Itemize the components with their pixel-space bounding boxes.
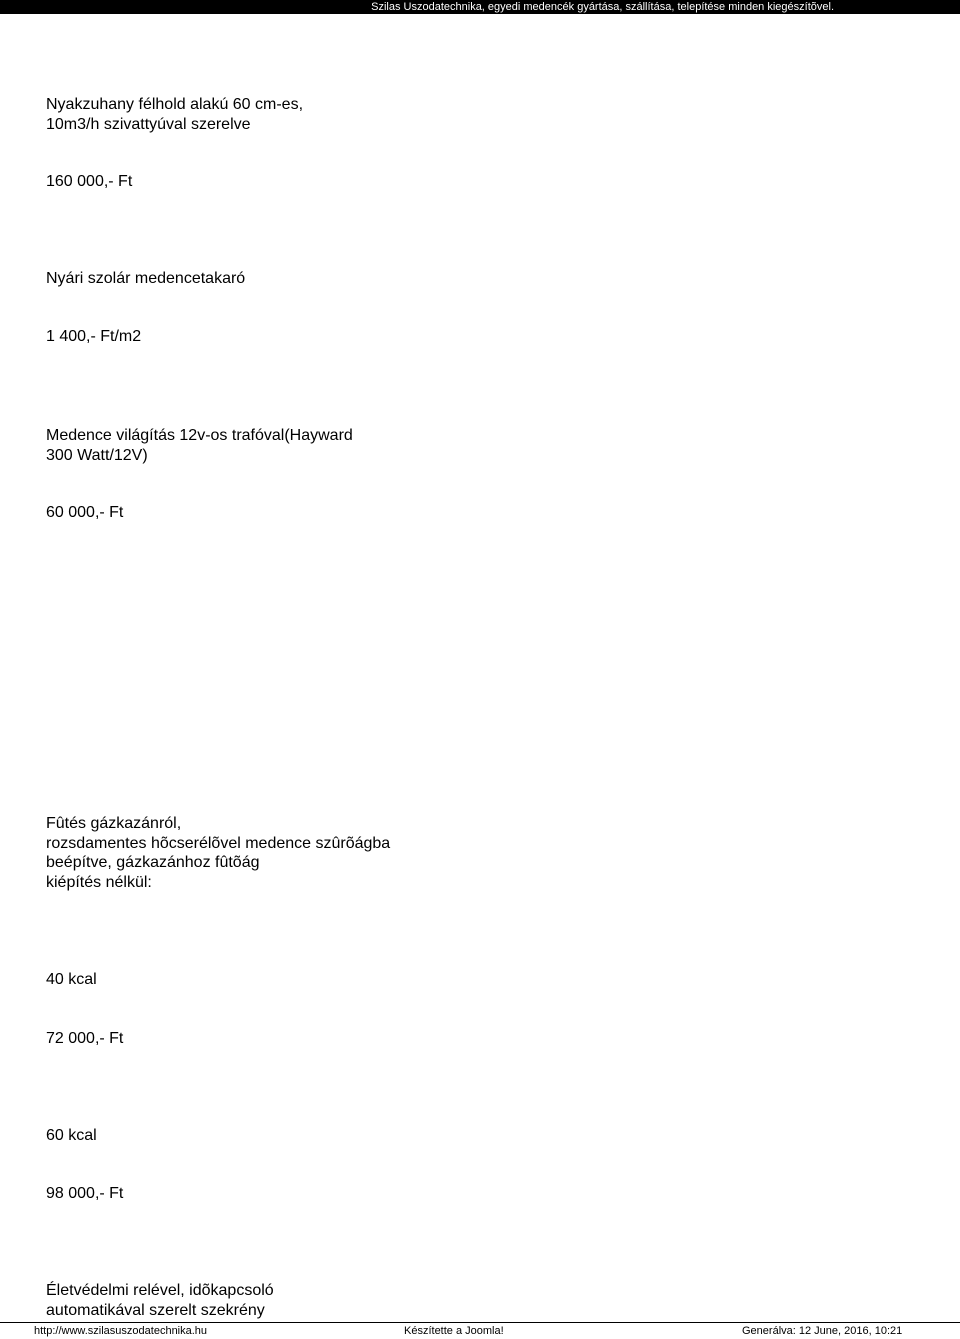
page-footer: [0, 1322, 960, 1338]
text-line: rozsdamentes hõcserélõvel medence szûrõágba: [46, 834, 391, 852]
item-safety-cabinet: [46, 1281, 274, 1320]
item-gas-heating: [46, 814, 390, 892]
price-40-kcal: [46, 1029, 123, 1049]
text-line: 60 kcal: [46, 1127, 97, 1144]
item-solar-cover: [46, 269, 245, 289]
page-header: [0, 0, 960, 14]
text-line: beépítve, gázkazánhoz fûtõág: [46, 854, 260, 871]
item-pool-lighting: [46, 426, 353, 465]
item-neck-shower: [46, 95, 303, 134]
price-text: 1 400,- Ft/m2: [46, 328, 142, 345]
price-text: 72 000,- Ft: [46, 1030, 124, 1047]
footer-generated-date: Generálva: 12 June, 2016, 10:21: [742, 1325, 903, 1337]
text-line: 10m3/h szivattyúval szerelve: [46, 115, 251, 133]
text-line: Fûtés gázkazánról,: [46, 815, 182, 832]
text-line: Nyakzuhany félhold alakú 60 cm-es,: [46, 96, 304, 113]
item-40-kcal: [46, 970, 97, 990]
price-60-kcal: [46, 1184, 123, 1204]
text-line: kiépítés nélkül:: [46, 873, 152, 891]
price-pool-lighting: [46, 503, 123, 523]
text-line: automatikával szerelt szekrény: [46, 1301, 265, 1319]
item-60-kcal: [46, 1126, 97, 1146]
text-line: Nyári szolár medencetakaró: [46, 270, 246, 287]
price-text: 98 000,- Ft: [46, 1185, 124, 1202]
price-solar-cover: [46, 327, 141, 347]
footer-made-with: Készítette a Joomla!: [404, 1325, 504, 1337]
site-title: Szilas Uszodatechnika, egyedi medencék gyártása, szállítása, telepítése minden kiegészítõvel.: [371, 1, 834, 13]
price-text: 160 000,- Ft: [46, 173, 133, 190]
text-line: 300 Watt/12V): [46, 446, 148, 464]
price-neck-shower: [46, 172, 132, 192]
text-line: Medence világítás 12v-os trafóval(Hayward: [46, 427, 353, 444]
text-line: 40 kcal: [46, 971, 97, 988]
footer-url-link[interactable]: http://www.szilasuszodatechnika.hu: [34, 1325, 208, 1337]
text-line: Életvédelmi relével, idõkapcsoló: [46, 1282, 274, 1299]
price-text: 60 000,- Ft: [46, 504, 124, 521]
